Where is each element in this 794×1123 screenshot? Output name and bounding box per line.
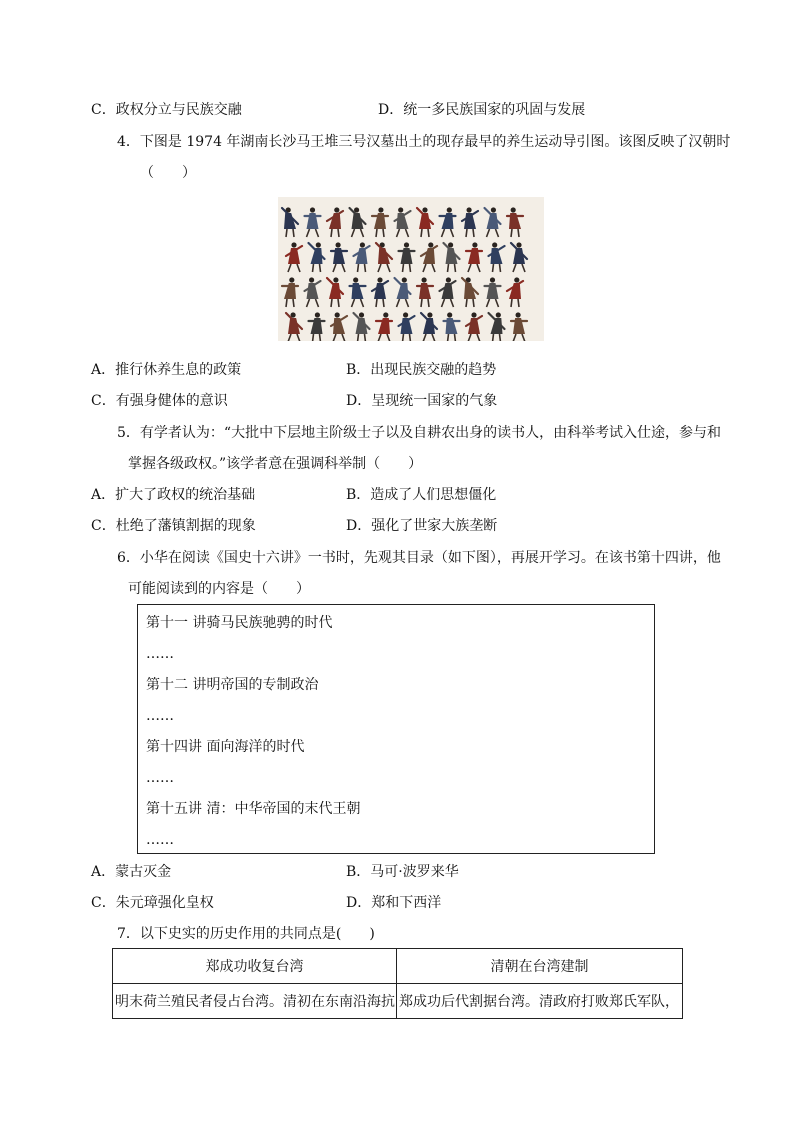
table-row xyxy=(113,949,683,984)
q6-stem-line2: 可能阅读到的内容是（ ） xyxy=(128,581,310,597)
q6-option-c: C．朱元璋强化皇权 xyxy=(91,895,214,911)
q5-stem-line1: 5．有学者认为：“大批中下层地主阶级士子以及自耕农出身的读书人，由科举考试入仕途，参与和 xyxy=(117,425,722,441)
q6-stem-line1: 6．小华在阅读《国史十六讲》一书时，先观其目录（如下图），再展开学习。在该书第十四讲，他 xyxy=(117,550,721,566)
q4-stem-line1: 4．下图是 1974 年湖南长沙马王堆三号汉墓出土的现存最早的养生运动导引图。该图反映了汉朝时 xyxy=(117,134,731,150)
q3-option-d: D．统一多民族国家的巩固与发展 xyxy=(378,102,586,118)
toc-ellipsis: …… xyxy=(146,770,174,786)
table-of-contents-box xyxy=(137,604,655,854)
q6-option-d: D．郑和下西洋 xyxy=(346,895,442,911)
q3-option-c: C．政权分立与民族交融 xyxy=(91,102,242,118)
q5-option-a: A．扩大了政权的统治基础 xyxy=(91,487,256,503)
table-cell: 郑成功后代割据台湾。清政府打败郑氏军队， xyxy=(397,984,683,1019)
q5-stem-line2: 掌握各级政权。”该学者意在强调科举制（ ） xyxy=(128,456,423,472)
q7-stem: 7．以下史实的历史作用的共同点是( ) xyxy=(117,926,375,942)
daoyin-figures-illustration xyxy=(278,197,544,341)
q4-option-b: B．出现民族交融的趋势 xyxy=(346,362,497,378)
table-header-cell: 郑成功收复台湾 xyxy=(113,949,397,984)
q5-option-c: C．杜绝了藩镇割据的现象 xyxy=(91,518,256,534)
q5-option-d: D．强化了世家大族垄断 xyxy=(346,518,498,534)
toc-entry: 第十二 讲明帝国的专制政治 xyxy=(146,677,319,693)
toc-ellipsis: …… xyxy=(146,832,174,848)
q4-option-a: A．推行休养生息的政策 xyxy=(91,362,242,378)
table-row xyxy=(113,984,683,1019)
q5-option-b: B．造成了人们思想僵化 xyxy=(346,487,497,503)
q6-option-b: B．马可·波罗来华 xyxy=(346,864,459,880)
toc-ellipsis: …… xyxy=(146,646,174,662)
toc-entry: 第十一 讲骑马民族驰骋的时代 xyxy=(146,615,333,631)
table-cell: 明末荷兰殖民者侵占台湾。清初在东南沿海抗 xyxy=(113,984,397,1019)
q4-option-c: C．有强身健体的意识 xyxy=(91,393,228,409)
toc-entry: 第十四讲 面向海洋的时代 xyxy=(146,739,305,755)
toc-ellipsis: …… xyxy=(146,708,174,724)
q6-option-a: A．蒙古灭金 xyxy=(91,864,172,880)
toc-entry: 第十五讲 清：中华帝国的末代王朝 xyxy=(146,801,361,817)
q4-stem-line2: （ ） xyxy=(140,165,196,181)
q7-comparison-table xyxy=(112,948,683,1019)
table-header-cell: 清朝在台湾建制 xyxy=(397,949,683,984)
q4-option-d: D．呈现统一国家的气象 xyxy=(346,393,498,409)
